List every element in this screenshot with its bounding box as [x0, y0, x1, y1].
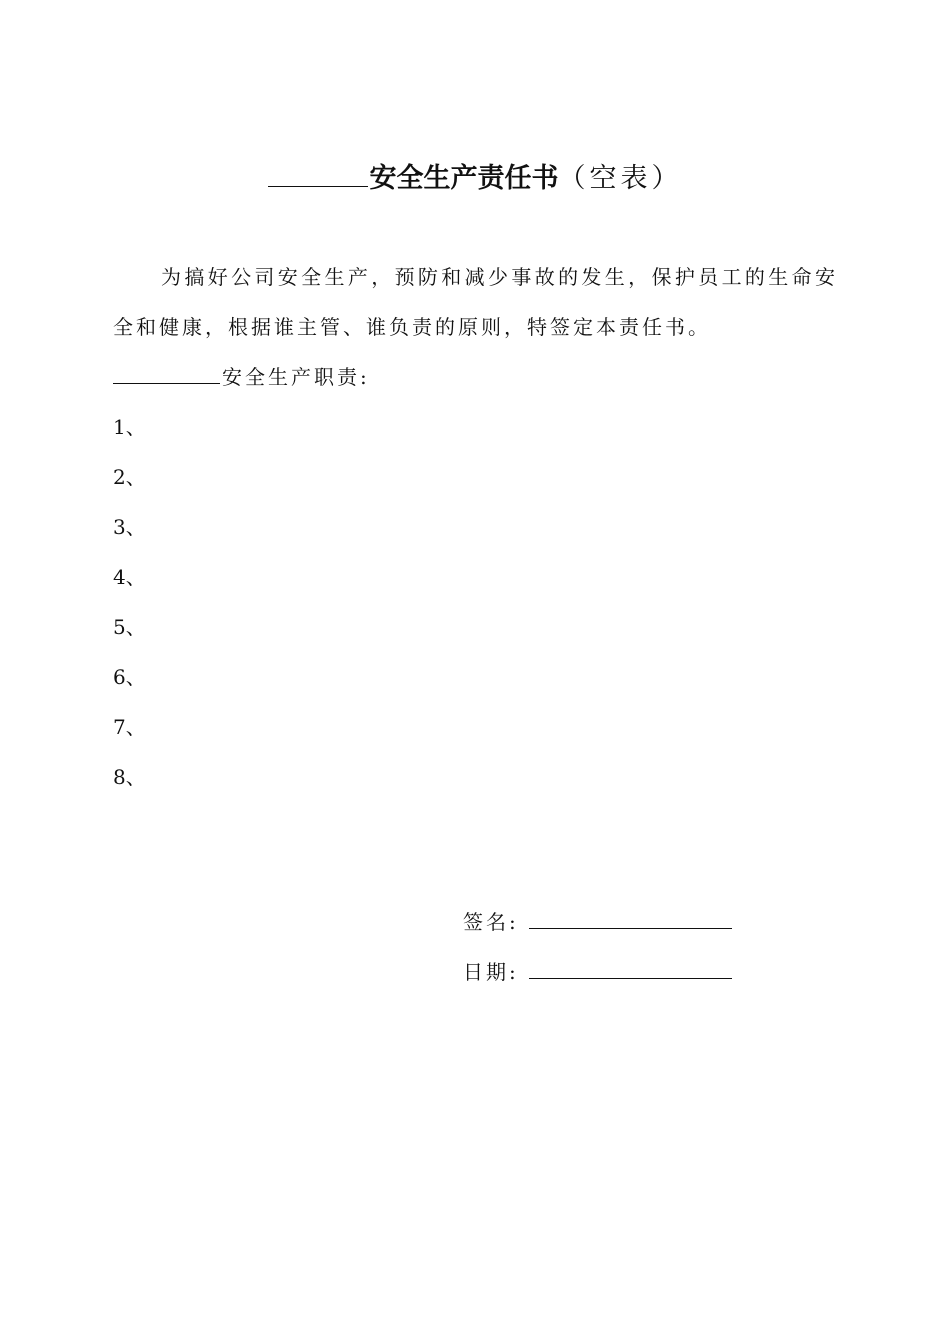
- duty-item: 7、: [113, 715, 146, 739]
- title-suffix-text: （空表）: [558, 163, 683, 194]
- signature-field[interactable]: [529, 906, 732, 929]
- duties-name-blank[interactable]: [113, 361, 220, 384]
- signature-label: 签名:: [463, 910, 519, 934]
- title-main-text: 安全生产责任书: [369, 163, 559, 194]
- duties-heading-label: 安全生产职责:: [222, 365, 370, 389]
- intro-paragraph: 为搞好公司安全生产，预防和减少事故的发生，保护员工的生命安全和健康，根据谁主管、谁负责的原则，特签定本责任书。: [113, 265, 838, 339]
- duty-list: [113, 402, 146, 802]
- duty-item: 8、: [113, 765, 146, 789]
- duty-item: 5、: [113, 615, 146, 639]
- duty-item: 3、: [113, 515, 146, 539]
- date-label: 日期:: [463, 960, 519, 984]
- title-name-blank[interactable]: [268, 156, 368, 187]
- duty-item: 4、: [113, 565, 146, 589]
- duty-item: 2、: [113, 465, 146, 489]
- date-row: [463, 952, 732, 992]
- signature-row: [463, 902, 732, 942]
- document-title: [0, 156, 950, 199]
- date-field[interactable]: [529, 956, 732, 979]
- duty-item: 1、: [113, 415, 146, 439]
- duties-heading: [113, 352, 370, 402]
- duty-item: 6、: [113, 665, 146, 689]
